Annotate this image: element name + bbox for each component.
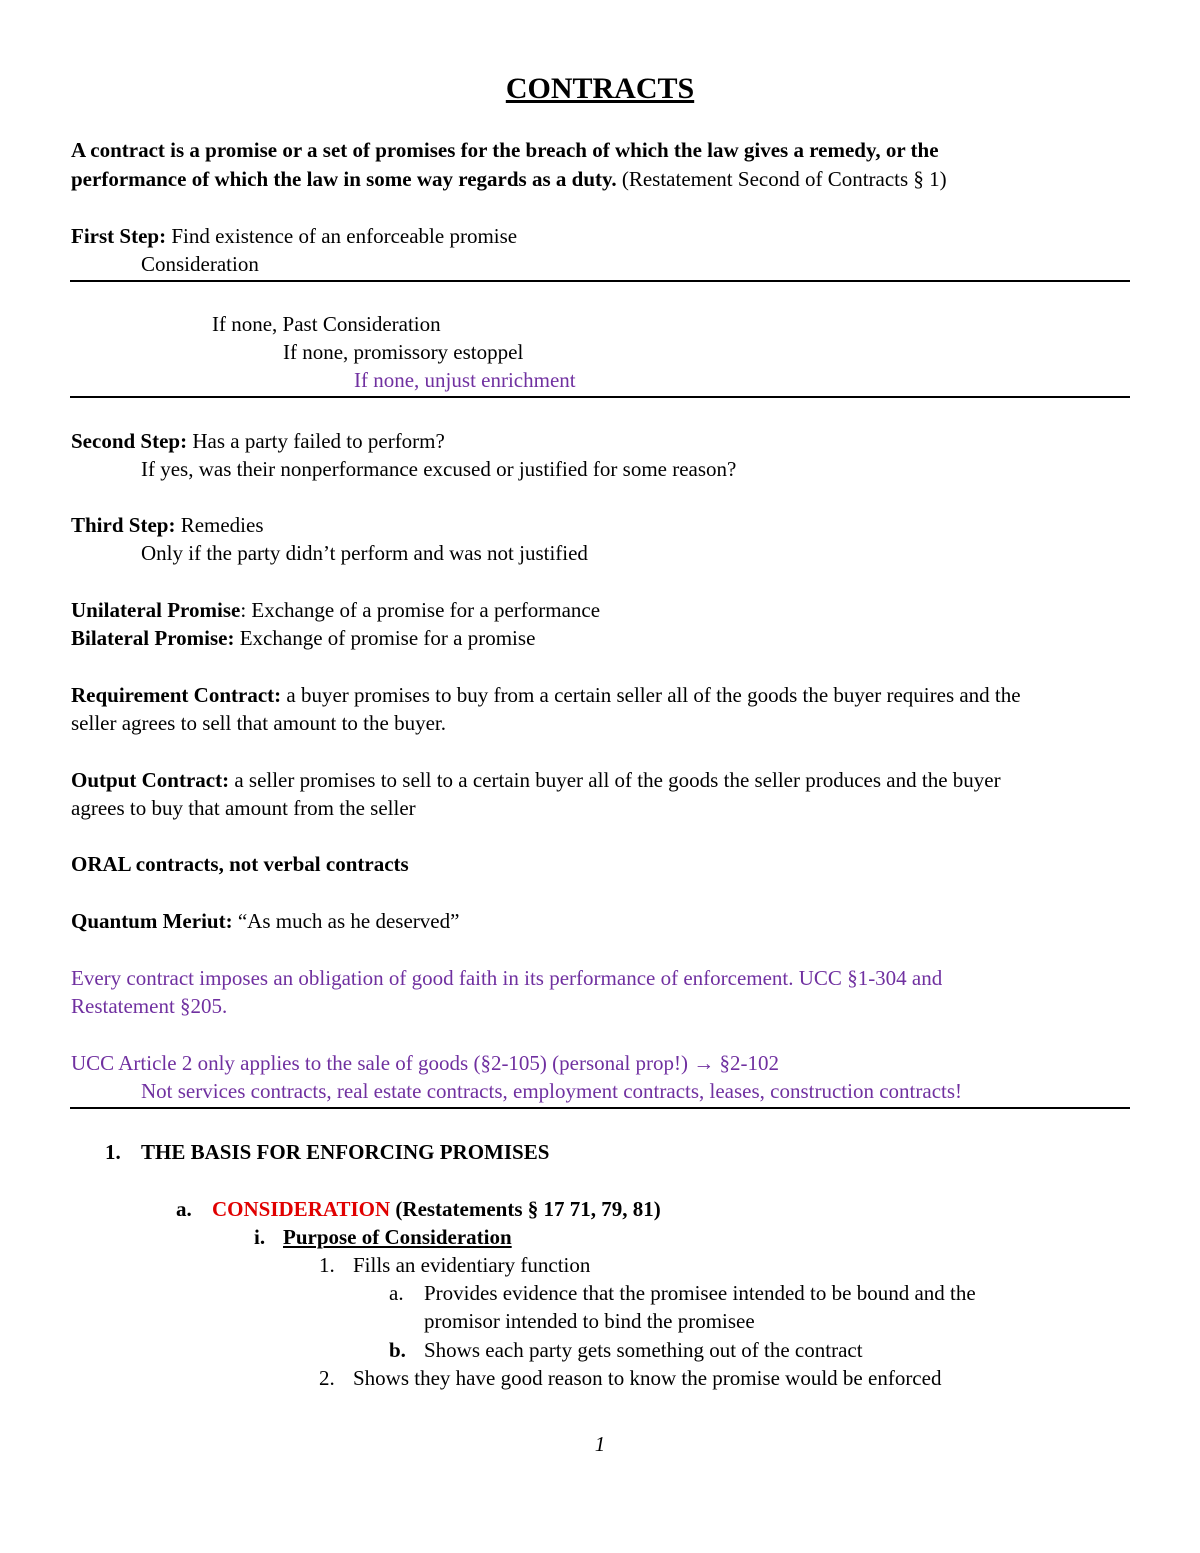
requirement-label: Requirement Contract: xyxy=(71,683,282,707)
subsection-a-number: a. xyxy=(176,1197,192,1221)
first-step-label: First Step: xyxy=(71,224,167,248)
requirement-text-2: seller agrees to sell that amount to the buyer. xyxy=(71,711,446,735)
list-item-1 xyxy=(319,1251,590,1279)
first-step-text: Find existence of an enforceable promise xyxy=(166,224,518,248)
second-step xyxy=(71,427,445,455)
list-item-1b-letter: b. xyxy=(389,1338,406,1362)
list-item-1a-text-2: promisor intended to bind the promisee xyxy=(424,1309,755,1333)
third-step xyxy=(71,511,264,539)
quantum-label: Quantum Meriut: xyxy=(71,909,233,933)
subsection-i-heading xyxy=(254,1223,512,1251)
subsection-i-title: Purpose of Consideration xyxy=(283,1225,512,1249)
output-text-2: agrees to buy that amount from the seller xyxy=(71,796,416,820)
past-consideration: If none, Past Consideration xyxy=(212,312,441,336)
list-item-1a xyxy=(389,1279,976,1307)
unilateral-text: : Exchange of a promise for a performance xyxy=(240,598,601,622)
requirement-contract xyxy=(71,681,1021,709)
definition-citation: (Restatement Second of Contracts § 1) xyxy=(616,167,947,191)
divider xyxy=(70,396,1130,398)
section-1-number: 1. xyxy=(105,1140,121,1164)
definition-line-2 xyxy=(71,165,947,193)
second-step-text: Has a party failed to perform? xyxy=(187,429,445,453)
list-item-1b xyxy=(389,1336,863,1364)
second-step-label: Second Step: xyxy=(71,429,188,453)
unilateral-label: Unilateral Promise xyxy=(71,598,241,622)
bilateral-label: Bilateral Promise: xyxy=(71,626,235,650)
promissory-estoppel: If none, promissory estoppel xyxy=(283,340,524,364)
subsection-a-title: CONSIDERATION xyxy=(212,1197,391,1221)
second-step-sub: If yes, was their nonperformance excused or justified for some reason? xyxy=(141,457,737,481)
definition-bold-1: A contract is a promise or a set of promises for the breach of which the law gives a remedy, or the xyxy=(71,138,939,162)
list-item-1b-text: Shows each party gets something out of the contract xyxy=(424,1338,863,1362)
definition-line-1 xyxy=(71,136,939,164)
divider xyxy=(70,280,1130,282)
third-step-sub: Only if the party didn’t perform and was not justified xyxy=(141,541,588,565)
requirement-text-1: a buyer promises to buy from a certain seller all of the goods the buyer requires and the xyxy=(281,683,1021,707)
good-faith-line-1: Every contract imposes an obligation of good faith in its performance of enforcement. UCC §1-304 and xyxy=(71,966,943,990)
quantum-text: “As much as he deserved” xyxy=(232,909,460,933)
bilateral-text: Exchange of promise for a promise xyxy=(234,626,536,650)
list-item-1-number: 1. xyxy=(319,1253,335,1277)
unilateral-promise xyxy=(71,596,600,624)
subsection-a-heading xyxy=(176,1195,661,1223)
list-item-1a-letter: a. xyxy=(389,1281,404,1305)
first-step xyxy=(71,222,517,250)
list-item-1-text: Fills an evidentiary function xyxy=(353,1253,591,1277)
section-1-heading xyxy=(105,1138,549,1166)
list-item-2-text: Shows they have good reason to know the promise would be enforced xyxy=(353,1366,942,1390)
subsection-a-citation: (Restatements § 17 71, 79, 81) xyxy=(390,1197,661,1221)
quantum-meruit xyxy=(71,907,459,935)
list-item-2-number: 2. xyxy=(319,1366,335,1390)
ucc-line-2: Not services contracts, real estate contracts, employment contracts, leases, construction contracts! xyxy=(141,1079,963,1103)
bilateral-promise xyxy=(71,624,535,652)
list-item-1a-text-1: Provides evidence that the promisee intended to be bound and the xyxy=(424,1281,976,1305)
good-faith-line-2: Restatement §205. xyxy=(71,994,228,1018)
first-step-consideration: Consideration xyxy=(141,252,259,276)
divider xyxy=(70,1107,1130,1109)
output-label: Output Contract: xyxy=(71,768,230,792)
third-step-label: Third Step: xyxy=(71,513,176,537)
ucc-line-1: UCC Article 2 only applies to the sale of goods (§2-105) (personal prop!) → §2-102 xyxy=(71,1051,780,1075)
output-contract xyxy=(71,766,1001,794)
list-item-2 xyxy=(319,1364,941,1392)
page-title: CONTRACTS xyxy=(505,72,695,105)
output-text-1: a seller promises to sell to a certain buyer all of the goods the seller produces and the buyer xyxy=(229,768,1001,792)
subsection-i-number: i. xyxy=(254,1225,266,1249)
third-step-text: Remedies xyxy=(175,513,264,537)
unjust-enrichment: If none, unjust enrichment xyxy=(354,368,576,392)
oral-contracts: ORAL contracts, not verbal contracts xyxy=(71,852,409,876)
definition-bold-2: performance of which the law in some way regards as a duty. xyxy=(71,167,617,191)
page-number: 1 xyxy=(594,1432,606,1456)
section-1-title: THE BASIS FOR ENFORCING PROMISES xyxy=(141,1140,550,1164)
